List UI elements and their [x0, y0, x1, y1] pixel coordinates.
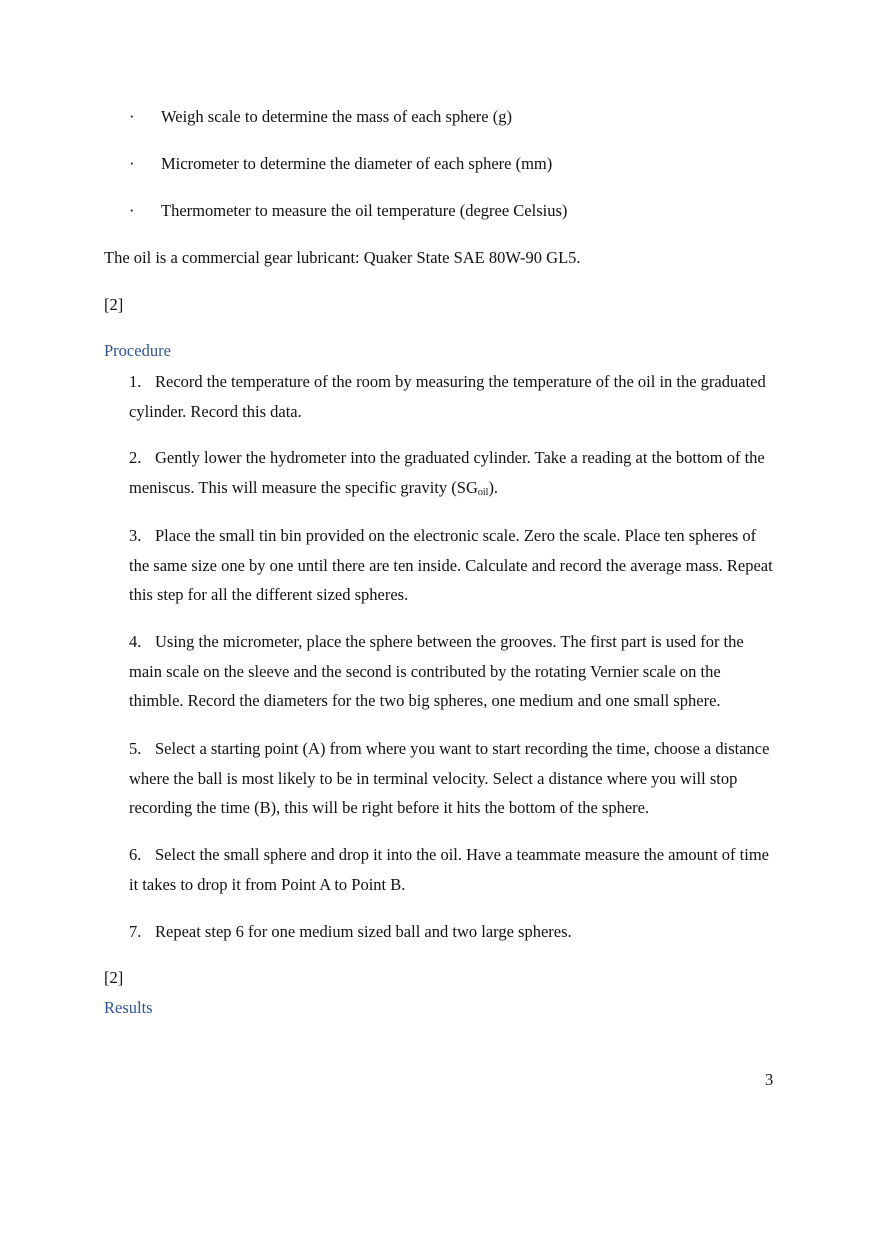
bullet-icon: · — [129, 201, 135, 220]
procedure-step-4 — [129, 627, 779, 716]
step-text: Record the temperature of the room by measuring the temperature of the oil in the graduated cylinder. Record this data. — [129, 372, 766, 421]
equipment-item-text: Weigh scale to determine the mass of each sphere (g) — [161, 107, 512, 126]
step-number: 2. — [129, 448, 142, 467]
equipment-item-text: Micrometer to determine the diameter of each sphere (mm) — [161, 154, 553, 173]
procedure-step-1 — [129, 367, 779, 426]
step-number: 4. — [129, 632, 142, 651]
procedure-step-6 — [129, 840, 779, 899]
step-number: 6. — [129, 845, 142, 864]
procedure-step-7 — [129, 917, 779, 947]
equipment-item-weigh-scale — [129, 105, 512, 129]
subscript-oil: oil — [477, 486, 489, 498]
step-text: Gently lower the hydrometer into the graduated cylinder. Take a reading at the bottom of the meniscus. This will measure the specific gravity (SG — [129, 448, 765, 497]
procedure-step-5 — [129, 734, 779, 823]
citation-reference: [2] — [104, 968, 124, 987]
procedure-heading: Procedure — [104, 341, 171, 360]
results-heading: Results — [104, 998, 153, 1017]
equipment-item-text: Thermometer to measure the oil temperature (degree Celsius) — [161, 201, 568, 220]
step-text: Using the micrometer, place the sphere between the grooves. The first part is used for the main scale on the sleeve and the second is contributed by the rotating Vernier scale on the thimble. Record the diameters for the two big spheres, one medium and one small sphere. — [129, 632, 744, 710]
bullet-icon: · — [129, 107, 135, 126]
step-text: Select the small sphere and drop it into the oil. Have a teammate measure the amount of time it takes to drop it from Point A to Point B. — [129, 845, 769, 894]
step-number: 1. — [129, 372, 142, 391]
procedure-step-3 — [129, 521, 779, 610]
procedure-step-2 — [129, 443, 779, 507]
bullet-icon: · — [129, 154, 135, 173]
step-text-end: ). — [488, 477, 499, 497]
equipment-item-micrometer — [129, 152, 552, 176]
equipment-item-thermometer — [129, 199, 567, 223]
oil-note: The oil is a commercial gear lubricant: Quaker State SAE 80W-90 GL5. — [104, 248, 581, 267]
step-text: Repeat step 6 for one medium sized ball and two large spheres. — [155, 922, 572, 941]
page-number: 3 — [765, 1070, 774, 1089]
step-number: 7. — [129, 922, 142, 941]
citation-reference: [2] — [104, 295, 124, 314]
step-number: 5. — [129, 739, 142, 758]
step-text: Place the small tin bin provided on the electronic scale. Zero the scale. Place ten spheres of the same size one by one until there are ten inside. Calculate and record the average mass. Repeat this step for all the different sized spheres. — [129, 526, 773, 604]
step-text: Select a starting point (A) from where you want to start recording the time, choose a distance where the ball is most likely to be in terminal velocity. Select a distance where you will stop recording the time (B), this will be right before it hits the bottom of the sphere. — [129, 739, 770, 817]
step-number: 3. — [129, 526, 142, 545]
